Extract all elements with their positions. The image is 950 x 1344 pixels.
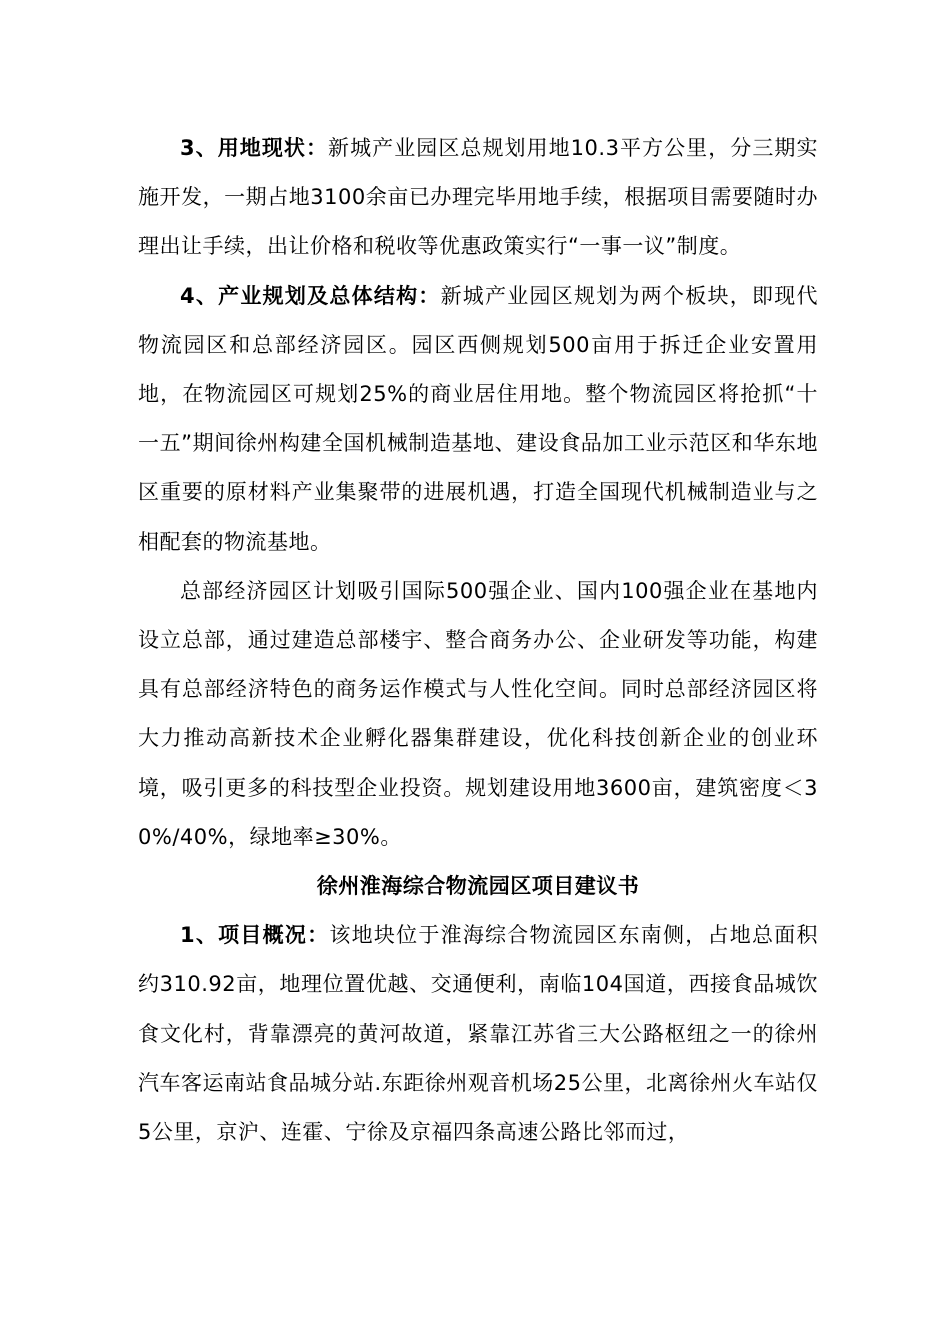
paragraph-industry-planning xyxy=(138,272,818,567)
paragraph-lead: 4、产业规划及总体结构： xyxy=(180,283,441,308)
paragraph-lead: 1、项目概况： xyxy=(180,923,330,948)
section-title: 徐州淮海综合物流园区项目建议书 xyxy=(316,874,640,899)
paragraph-lead: 3、用地现状： xyxy=(180,136,329,160)
paragraph-text: 新城产业园区规划为两个板块，即现代物流园区和总部经济园区。园区西侧规划500亩用于拆迁企业安置用地，在物流园区可规划25%的商业居住用地。整个物流园区将抢抓“十一五”期间徐州构建全国机械制造基地、建设食品加工业示范区和华东地区重要的原材料产业集聚带的进展机遇，打造全国现代机械制造业与之相配套的物流基地。 xyxy=(138,283,818,554)
paragraph-hq-economy xyxy=(138,567,818,862)
paragraph-text: 总部经济园区计划吸引国际500强企业、国内100强企业在基地内设立总部，通过建造总部楼宇、整合商务办公、企业研发等功能，构建具有总部经济特色的商务运作模式与人性化空间。同时总部经济园区将大力推动高新技术企业孵化器集群建设，优化科技创新企业的创业环境，吸引更多的科技型企业投资。规划建设用地3600亩，建筑密度＜30%/40%，绿地率≥30%。 xyxy=(138,578,818,849)
document-body xyxy=(138,124,818,1157)
paragraph-text: 该地块位于淮海综合物流园区东南侧，占地总面积约310.92亩，地理位置优越、交通便利，南临104国道，西接食品城饮食文化村，背靠漂亮的黄河故道，紧靠江苏省三大公路枢纽之一的徐州汽车客运南站食品城分站.东距徐州观音机场25公里，北离徐州火车站仅5公里，京沪、连霍、宁徐及京福四条高速公路比邻而过， xyxy=(138,923,818,1145)
paragraph-project-overview xyxy=(138,911,818,1157)
paragraph-text: 新城产业园区总规划用地10.3平方公里，分三期实施开发，一期占地3100余亩已办理完毕用地手续，根据项目需要随时办理出让手续，出让价格和税收等优惠政策实行“一事一议”制度。 xyxy=(138,136,818,259)
paragraph-land-status xyxy=(138,124,818,272)
